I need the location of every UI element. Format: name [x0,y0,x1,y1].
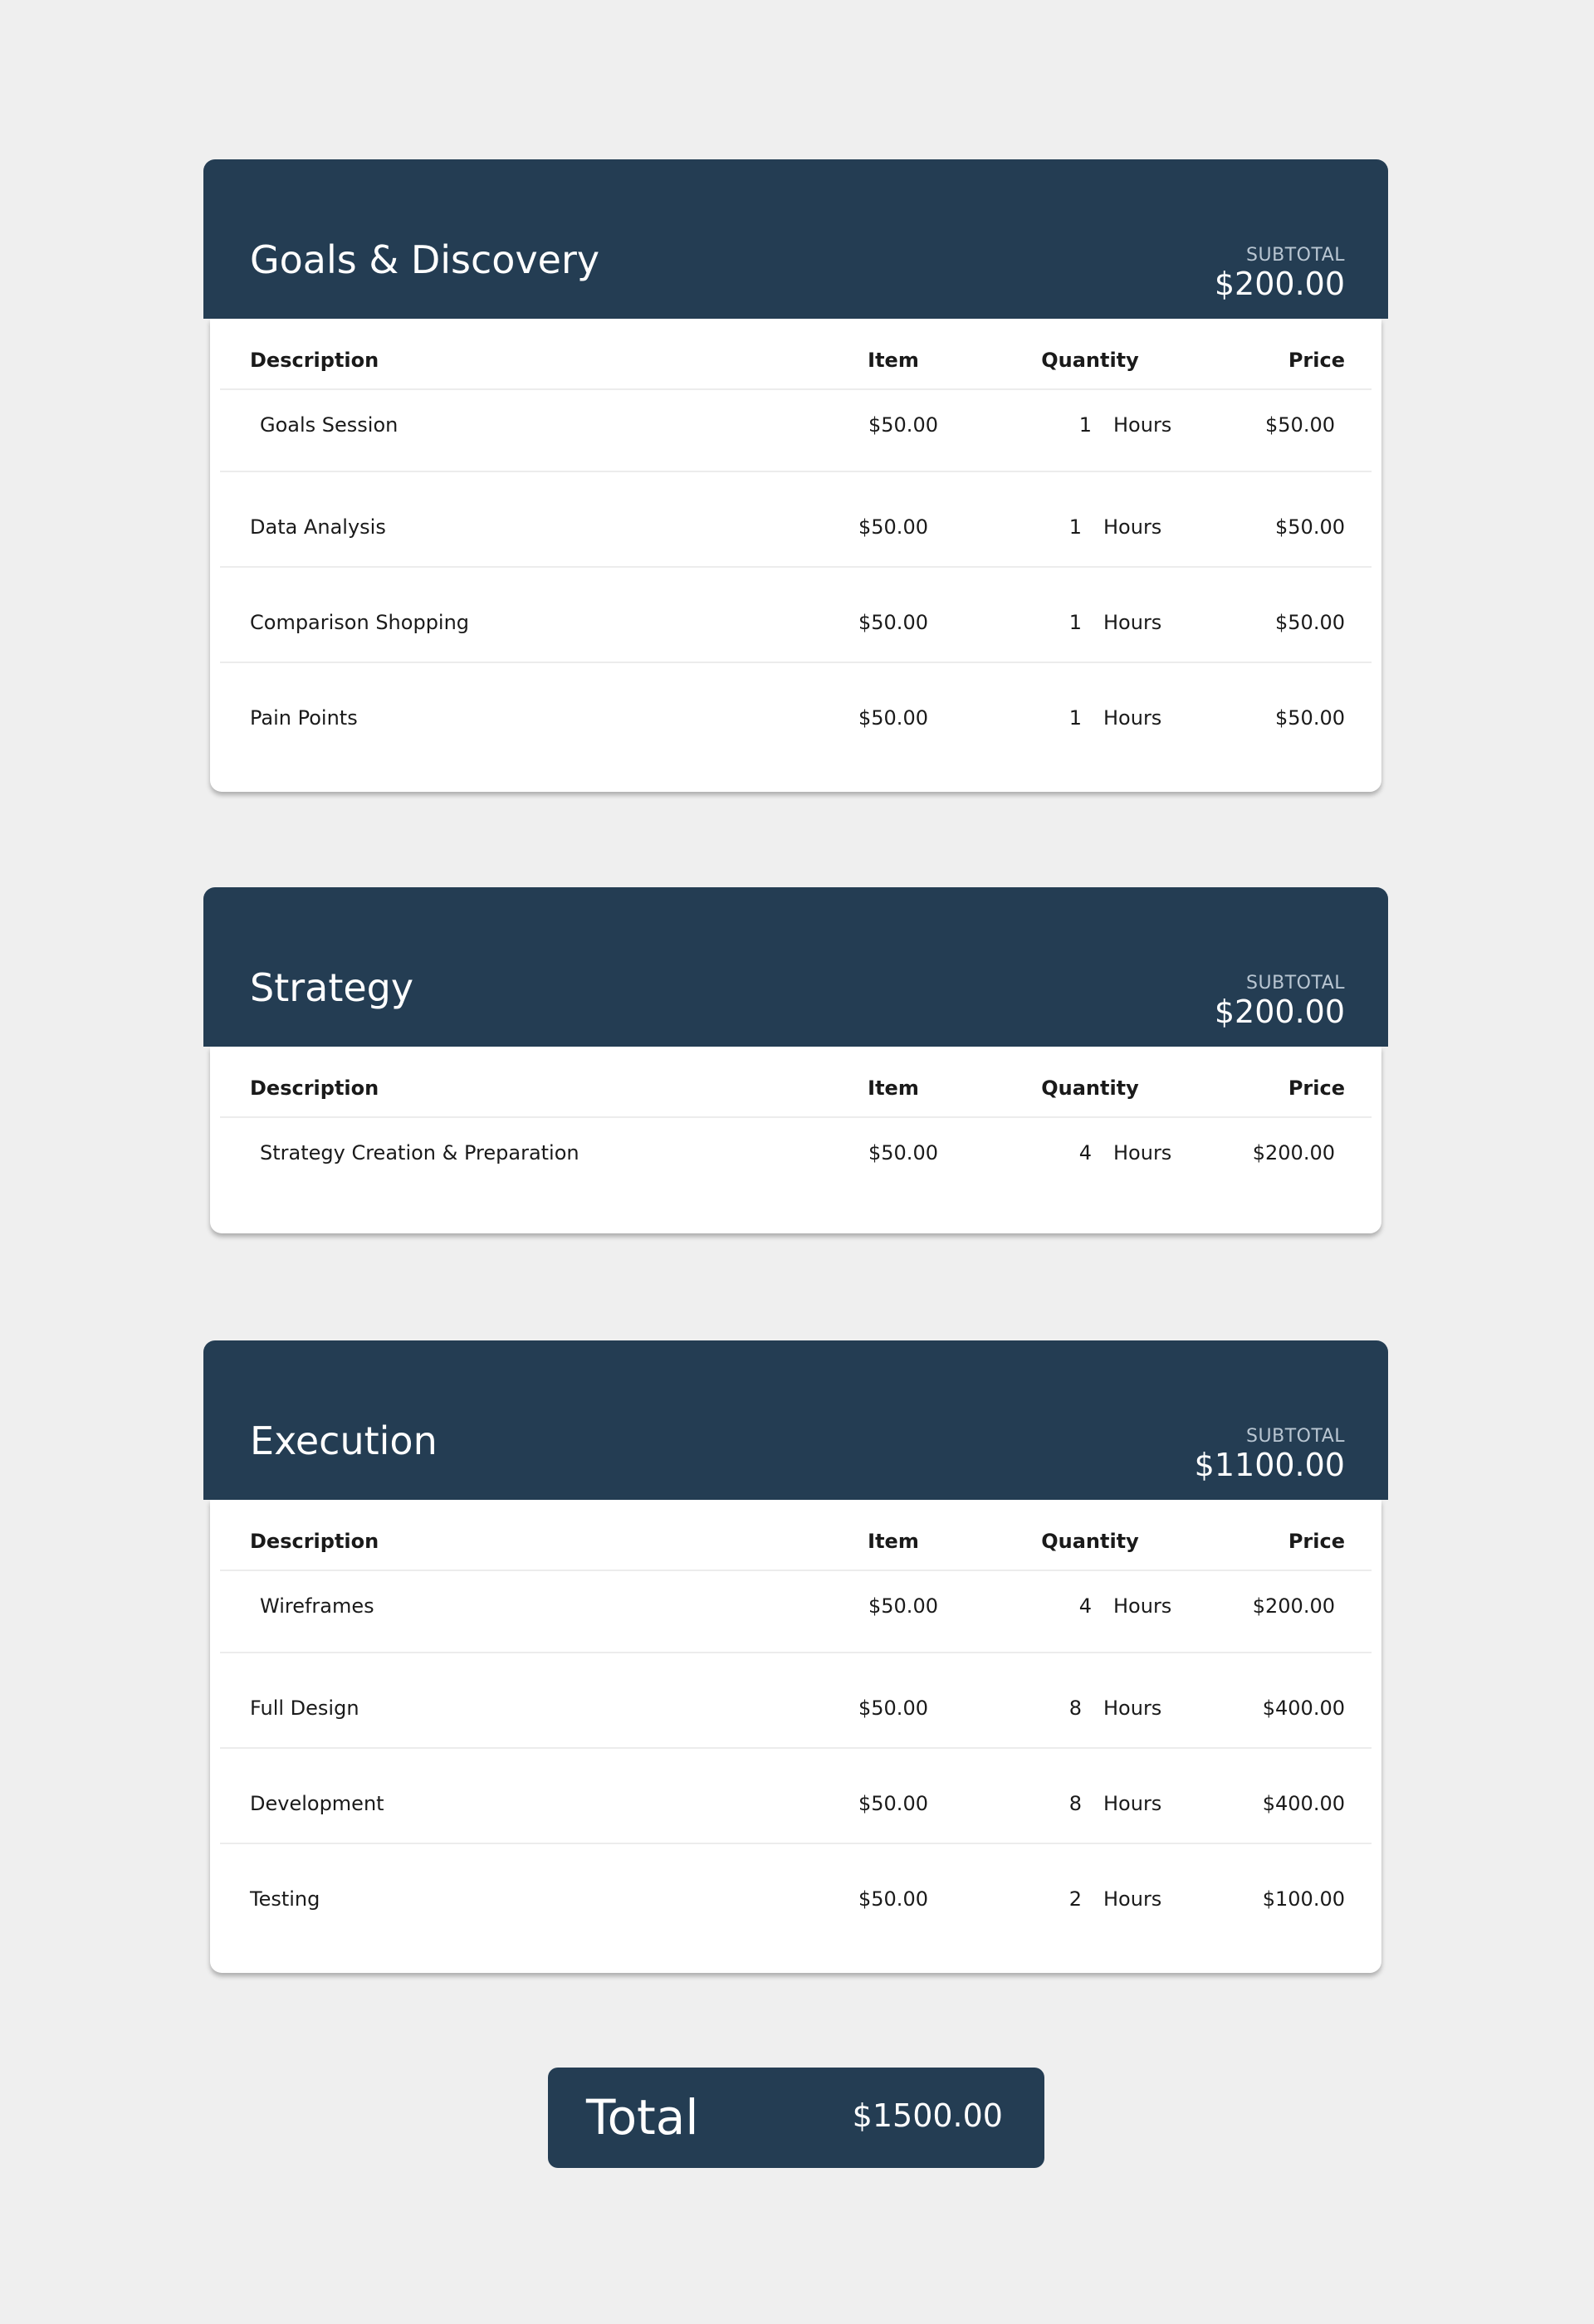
row-quantity: 2 [1068,1887,1082,1911]
section-table [210,319,1381,792]
total-value: $1500.00 [852,2097,1003,2134]
row-item-rate: $50.00 [858,515,928,539]
section-execution [203,1340,1388,1973]
row-item-rate: $50.00 [858,1887,928,1911]
section-header [203,1340,1388,1500]
row-description: Wireframes [260,1594,374,1618]
row-quantity: 1 [1068,515,1082,539]
row-unit: Hours [1103,1887,1162,1911]
row-quantity: 4 [1078,1141,1092,1164]
row-price: $400.00 [1262,1697,1345,1720]
row-description: Strategy Creation & Preparation [260,1141,579,1164]
row-price: $200.00 [1252,1594,1335,1618]
table-header-row [210,1530,1381,1570]
subtotal-value: $1100.00 [1194,1447,1345,1483]
subtotal-label: SUBTOTAL [1246,1426,1345,1447]
row-price: $400.00 [1262,1792,1345,1815]
row-description: Full Design [250,1697,359,1720]
row-unit: Hours [1103,706,1162,730]
row-quantity: 1 [1078,413,1092,437]
row-item-rate: $50.00 [858,611,928,634]
subtotal-value: $200.00 [1214,994,1345,1030]
row-description: Comparison Shopping [250,611,470,634]
column-header-item: Item [868,349,919,372]
table-row [220,1652,1372,1747]
row-price: $50.00 [1275,515,1345,539]
column-header-description: Description [250,349,379,372]
table-row [220,471,1372,566]
row-description: Development [250,1792,384,1815]
column-header-item: Item [868,1530,919,1553]
row-unit: Hours [1103,515,1162,539]
row-item-rate: $50.00 [868,1594,938,1618]
table-row [220,1843,1372,1938]
subtotal-label: SUBTOTAL [1246,973,1345,994]
table-row [220,388,1372,471]
row-item-rate: $50.00 [858,1697,928,1720]
column-header-item: Item [868,1077,919,1100]
table-row [220,1116,1372,1199]
column-header-price: Price [1288,349,1345,372]
table-row [220,1570,1372,1652]
section-goals-discovery [203,159,1388,792]
row-price: $50.00 [1275,706,1345,730]
section-table [210,1047,1381,1233]
table-header-row [210,349,1381,388]
table-row [220,566,1372,662]
row-quantity: 1 [1068,611,1082,634]
row-price: $100.00 [1262,1887,1345,1911]
column-header-price: Price [1288,1530,1345,1553]
section-strategy [203,887,1388,1233]
column-header-quantity: Quantity [1041,1077,1139,1100]
total-label: Total [586,2089,699,2146]
column-header-quantity: Quantity [1041,349,1139,372]
row-item-rate: $50.00 [858,706,928,730]
section-title: Execution [250,1418,438,1463]
row-description: Goals Session [260,413,398,437]
row-unit: Hours [1113,1594,1172,1618]
column-header-price: Price [1288,1077,1345,1100]
column-header-description: Description [250,1530,379,1553]
row-quantity: 4 [1078,1594,1092,1618]
column-header-quantity: Quantity [1041,1530,1139,1553]
row-item-rate: $50.00 [868,413,938,437]
row-description: Data Analysis [250,515,386,539]
row-description: Testing [250,1887,320,1911]
column-header-description: Description [250,1077,379,1100]
subtotal-label: SUBTOTAL [1246,245,1345,266]
row-unit: Hours [1103,611,1162,634]
row-quantity: 8 [1068,1792,1082,1815]
section-header [203,887,1388,1047]
row-unit: Hours [1113,1141,1172,1164]
row-item-rate: $50.00 [858,1792,928,1815]
section-title: Goals & Discovery [250,237,600,282]
table-row [220,1747,1372,1843]
row-price: $200.00 [1252,1141,1335,1164]
row-unit: Hours [1103,1697,1162,1720]
row-quantity: 8 [1068,1697,1082,1720]
row-description: Pain Points [250,706,358,730]
subtotal-value: $200.00 [1214,266,1345,302]
row-unit: Hours [1113,413,1172,437]
table-header-row [210,1077,1381,1116]
table-row [220,662,1372,757]
section-table [210,1500,1381,1973]
total-box [548,2068,1044,2168]
section-title: Strategy [250,965,414,1010]
row-unit: Hours [1103,1792,1162,1815]
row-price: $50.00 [1265,413,1335,437]
row-quantity: 1 [1068,706,1082,730]
section-header [203,159,1388,319]
row-price: $50.00 [1275,611,1345,634]
row-item-rate: $50.00 [868,1141,938,1164]
